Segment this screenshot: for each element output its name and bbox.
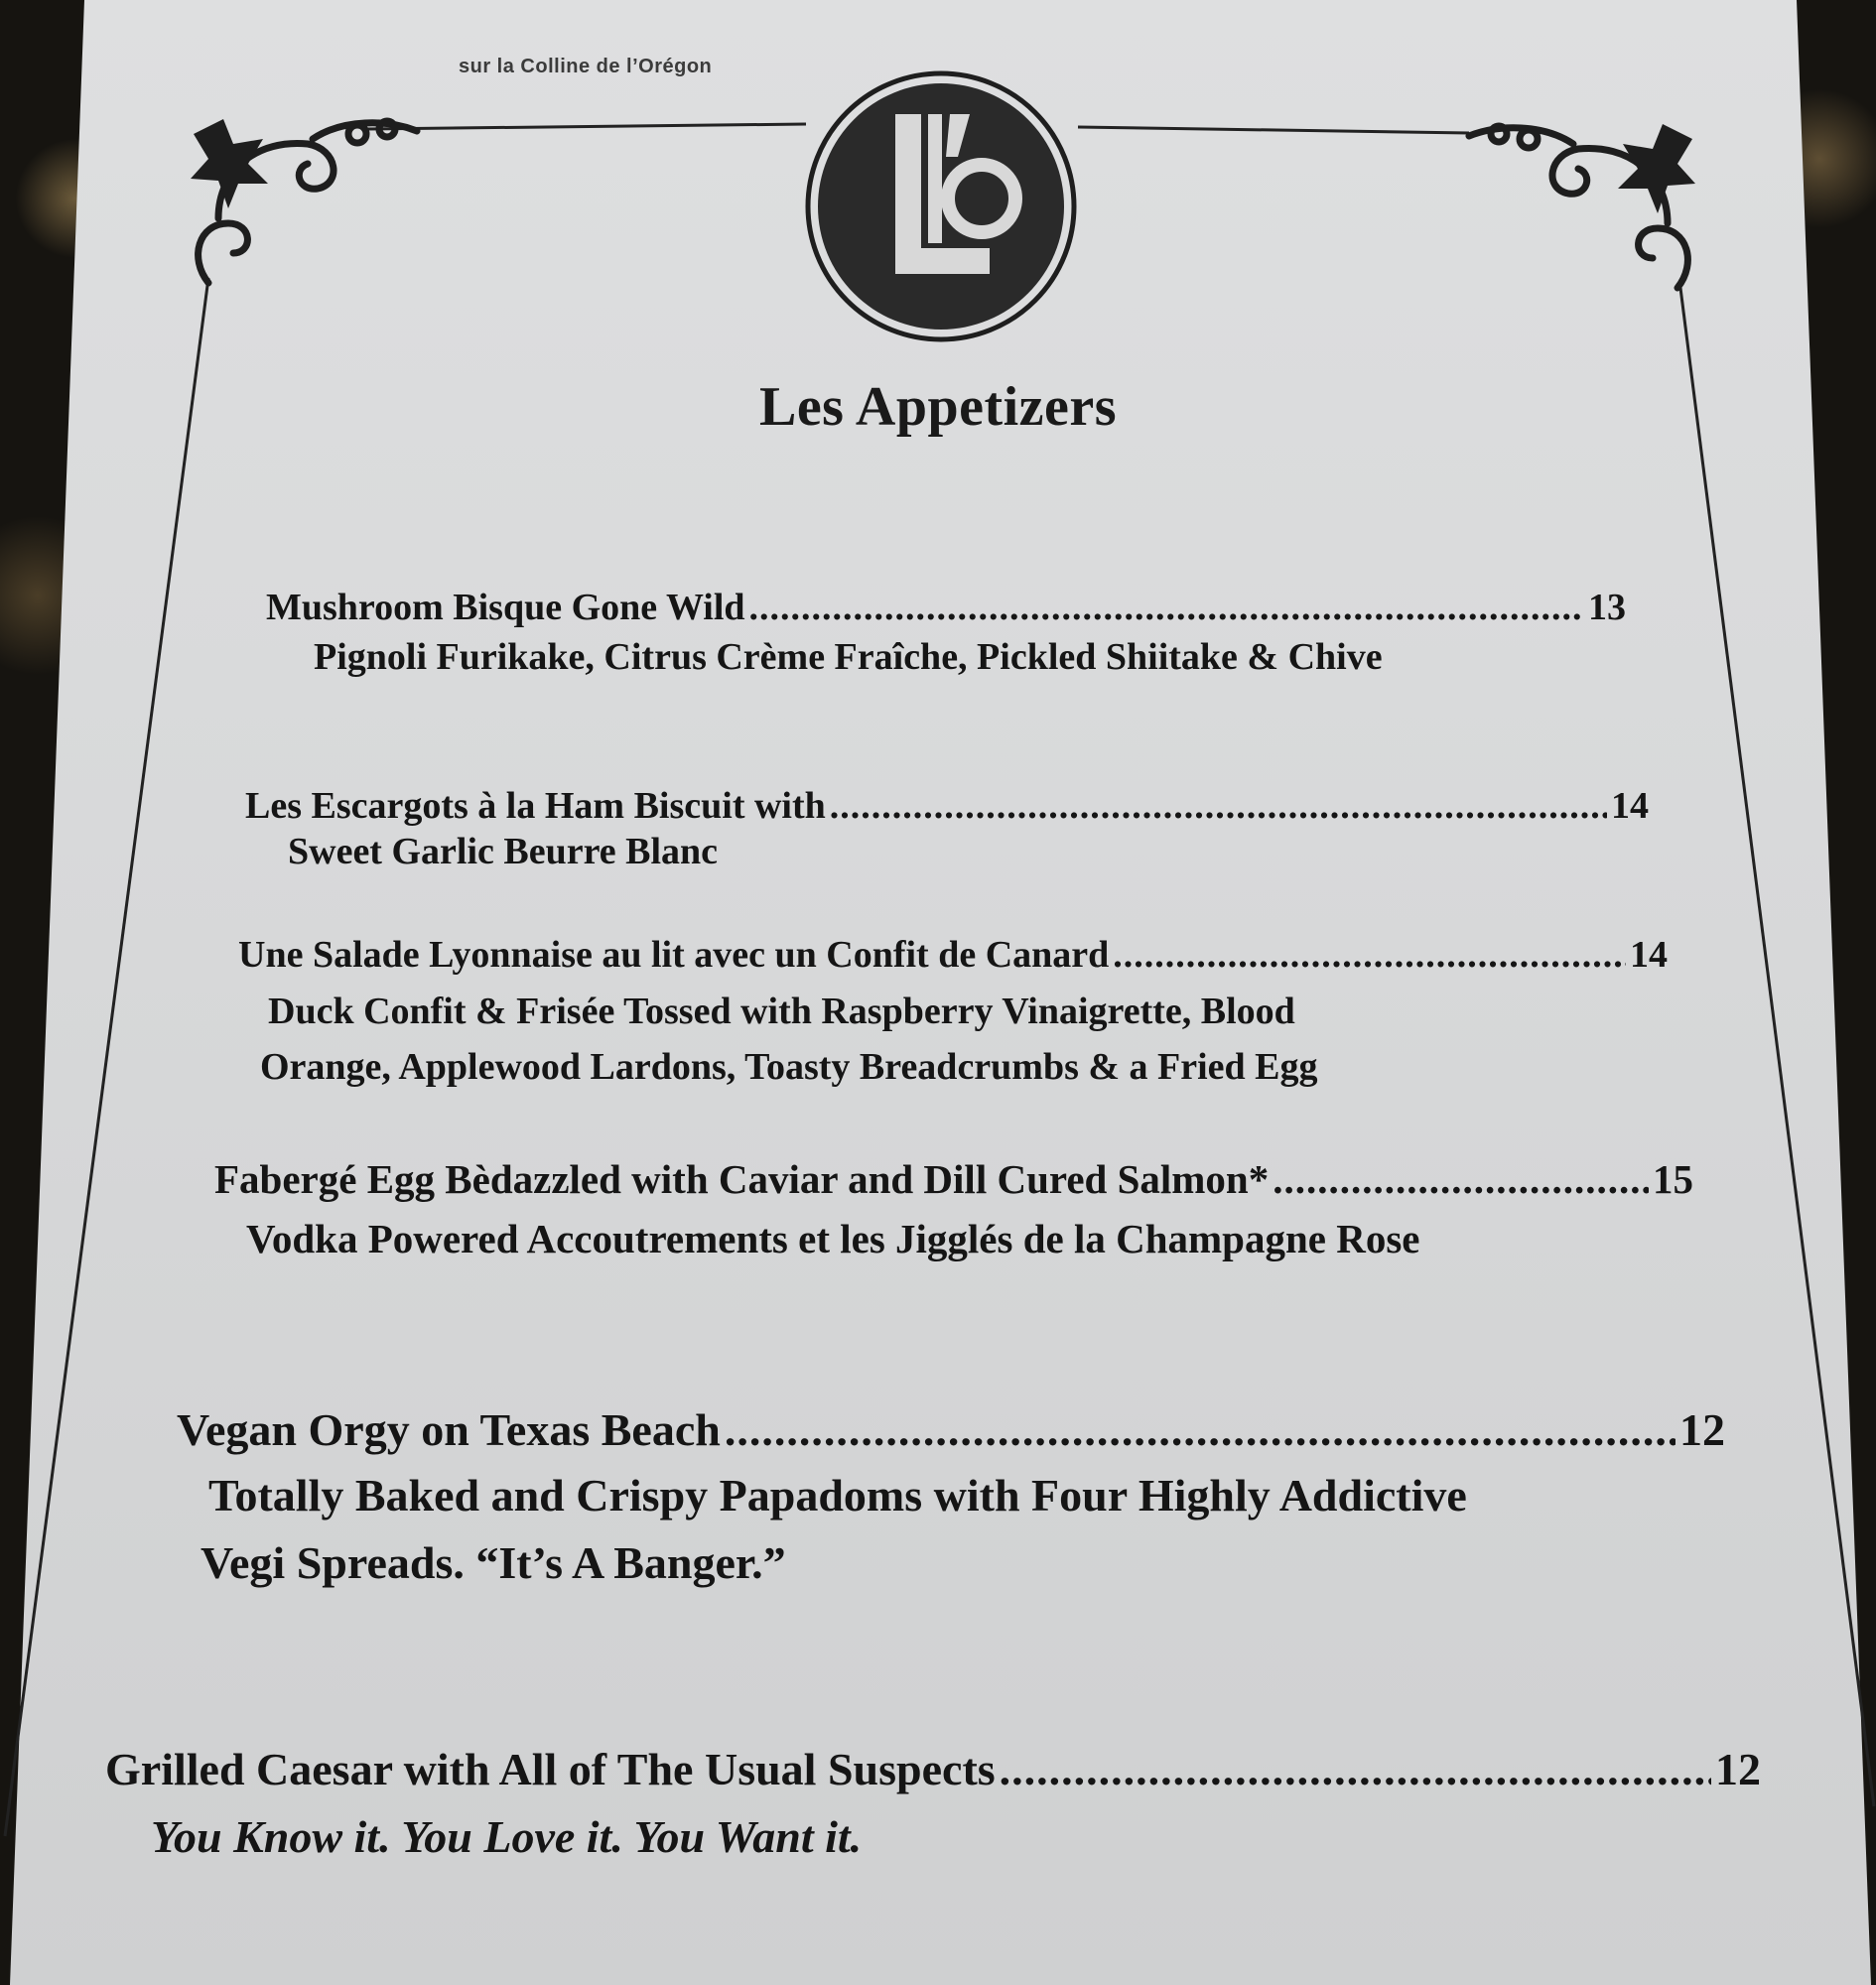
menu-item-description: Pignoli Furikake, Citrus Crème Fraîche, Pickled Shiitake & Chive xyxy=(314,636,1383,678)
menu-item-description: Duck Confit & Frisée Tossed with Raspberry Vinaigrette, Blood xyxy=(268,991,1295,1032)
menu-item-name: Mushroom Bisque Gone Wild xyxy=(266,587,745,628)
menu-item-description: Sweet Garlic Beurre Blanc xyxy=(288,831,719,872)
menu-item-description: Vegi Spreads. “It’s A Banger.” xyxy=(201,1537,786,1588)
menu-item-line xyxy=(238,933,1668,977)
menu-item-line xyxy=(266,586,1626,629)
menu-item-name: Grilled Caesar with All of The Usual Suspects xyxy=(105,1744,996,1794)
restaurant-logo xyxy=(801,69,1081,343)
section-title: Les Appetizers xyxy=(758,376,1118,438)
menu-item-description: Vodka Powered Accoutrements et les Jigglés de la Champagne Rose xyxy=(246,1216,1420,1261)
left-corner-flourish-icon xyxy=(179,109,427,298)
menu-item-name: Fabergé Egg Bèdazzled with Caviar and Dill Cured Salmon* xyxy=(214,1156,1270,1202)
dot-leader xyxy=(1000,1743,1711,1795)
menu-item-price: 13 xyxy=(1588,587,1626,628)
dot-leader xyxy=(1273,1155,1649,1203)
menu-item-name: Les Escargots à la Ham Biscuit with xyxy=(245,785,826,827)
menu-item-description: Orange, Applewood Lardons, Toasty Breadcrumbs & a Fried Egg xyxy=(260,1046,1318,1088)
right-corner-flourish-icon xyxy=(1459,114,1707,303)
menu-item-description: Totally Baked and Crispy Papadoms with Four Highly Addictive xyxy=(208,1470,1467,1521)
dot-leader xyxy=(749,586,1584,629)
dot-leader xyxy=(830,784,1607,828)
dot-leader xyxy=(725,1403,1675,1456)
menu-item-price: 12 xyxy=(1679,1404,1725,1455)
menu-item-price: 14 xyxy=(1630,934,1668,976)
menu-item-line xyxy=(177,1403,1725,1456)
menu-item-price: 14 xyxy=(1611,785,1649,827)
menu-item-description: You Know it. You Love it. You Want it. xyxy=(151,1811,863,1862)
menu-item-name: Une Salade Lyonnaise au lit avec un Confit de Canard xyxy=(238,934,1110,976)
restaurant-tagline: sur la Colline de l’Orégon xyxy=(459,56,713,77)
menu-item-line xyxy=(105,1743,1761,1795)
menu-item-name: Vegan Orgy on Texas Beach xyxy=(177,1404,721,1455)
dot-leader xyxy=(1113,933,1626,977)
menu-item-line xyxy=(245,784,1649,828)
menu-item-line xyxy=(214,1155,1693,1203)
menu-item-price: 12 xyxy=(1715,1744,1761,1794)
menu-item-price: 15 xyxy=(1653,1156,1693,1202)
